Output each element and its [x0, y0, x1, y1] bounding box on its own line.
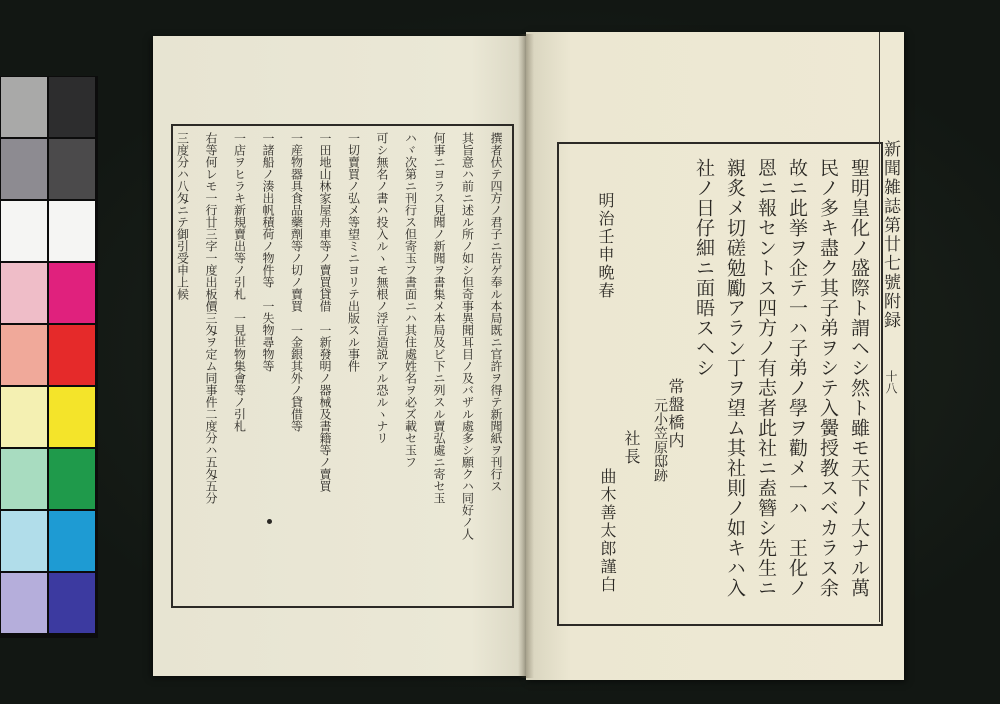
text-column: 民ノ多キ盡ク其子弟ヲシテ入黌授教スベカラス余: [817, 158, 839, 598]
text-column: 一産物器具食品藥劑等ノ切ノ賣買 一金銀其外ノ貸借等: [289, 132, 304, 432]
text-column: 聖明皇化ノ盛際ト謂ヘシ然ト雖モ天下ノ大ナル萬: [848, 158, 870, 598]
text-column: 其旨意ハ前ニ述ル所ノ如シ但奇事異聞耳目ノ及バザル處多シ願クハ同好ノ人: [460, 132, 475, 540]
color-swatch: [1, 511, 47, 571]
signature-former-site: 元小笠原邸跡: [652, 398, 668, 482]
text-column: 故ニ此挙ヲ企テ一ハ子弟ノ學ヲ勸メ一ハ 王化ノ: [786, 158, 808, 598]
text-column: 一田地山林家屋舟車等ノ賣買貸借 一新發明ノ器械及書籍等ノ賣買: [318, 132, 332, 492]
color-swatch: [1, 263, 47, 323]
color-swatch: [49, 201, 95, 261]
color-swatch: [49, 511, 95, 571]
running-title: 新聞雑誌第廿七號附録: [880, 140, 900, 330]
color-swatch: [49, 325, 95, 385]
text-column: 一切賣買ノ弘メ等望ミニヨリテ出版スル事件: [346, 132, 361, 372]
text-column: 右等何レモ一行廿三字一度出板價三匁ヲ定ム同事件二度分ハ五匁五分: [204, 132, 218, 504]
signature-role: 社長: [622, 430, 641, 466]
color-swatch: [49, 449, 95, 509]
book-gutter: [518, 34, 534, 678]
text-column: ハヾ次第ニ刊行ス但寄玉フ書面ニハ其住處姓名ヲ必ズ載セ玉フ: [403, 132, 418, 468]
color-swatch: [49, 77, 95, 137]
color-swatch: [49, 139, 95, 199]
color-swatch: [1, 387, 47, 447]
color-calibration-chart: [0, 76, 98, 638]
color-swatch: [49, 387, 95, 447]
color-swatch: [1, 201, 47, 261]
ink-dot: [267, 519, 272, 524]
color-swatch: [1, 325, 47, 385]
signature-name: 曲木善太郎謹白: [598, 468, 617, 594]
text-column: 何事ニヨラス見聞ノ新聞ヲ書集メ本局及ビ下ニ列スル賣弘處ニ寄セ玉: [432, 132, 446, 504]
page-number: 十八: [884, 370, 898, 394]
color-swatch: [1, 449, 47, 509]
text-column: 可シ無名ノ書ハ投入ルヽモ無根ノ浮言造説アル恐ルヽナリ: [375, 132, 389, 444]
color-swatch: [1, 139, 47, 199]
text-column: 撰者伏テ四方ノ君子ニ告ゲ奉ル本局既ニ官許ヲ得テ新聞紙ヲ刊行ス: [489, 132, 503, 492]
text-column: 一店ヲヒラキ新規賣出等ノ引札 一見世物集會等ノ引札: [232, 132, 247, 432]
text-column: 親炙メ切磋勉勵アラン丁ヲ望ム其社則ノ如キハ入: [724, 158, 746, 598]
color-swatch: [49, 573, 95, 633]
color-swatch: [1, 77, 47, 137]
color-swatch: [1, 573, 47, 633]
date-line: 明治壬申晩春: [596, 192, 615, 300]
color-swatch: [49, 263, 95, 323]
text-column: 社ノ日仔細ニ面晤スヘシ: [693, 158, 715, 378]
text-column: 一諸船ノ湊出帆積荷ノ物件等 一失物尋物等: [261, 132, 275, 372]
text-column: 三度分ハ八匁ニテ御引受申上候: [175, 132, 190, 300]
text-column: 恩ニ報セントス四方ノ有志者此社ニ盍簪シ先生ニ: [755, 158, 777, 598]
signature-place: 常盤橋内: [666, 378, 685, 450]
